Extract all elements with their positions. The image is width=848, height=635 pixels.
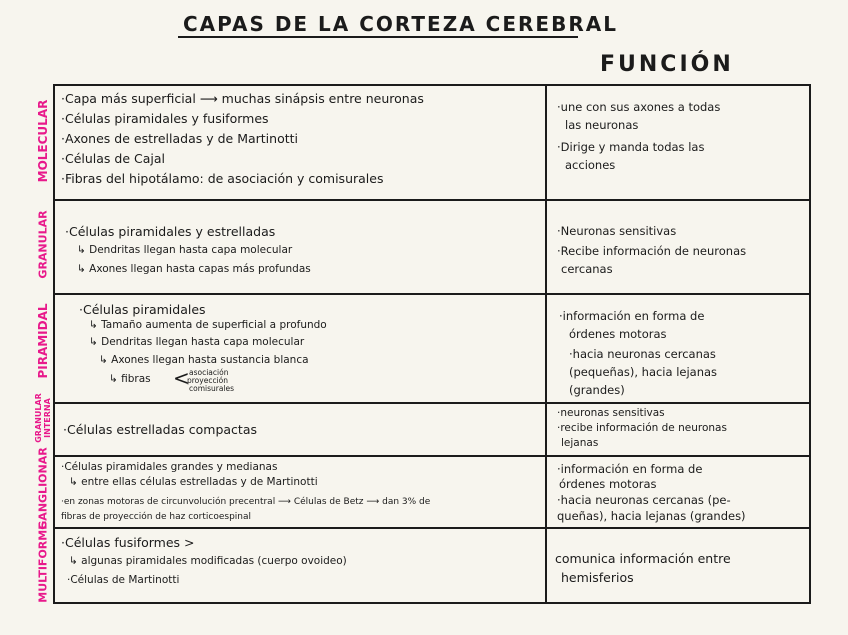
item-text: ↳ algunas piramidales modificadas (cuerpo ovoideo) bbox=[69, 555, 347, 567]
item-text: ·Células de Martinotti bbox=[67, 574, 180, 586]
function-text: órdenes motoras bbox=[559, 477, 657, 491]
function-text: hemisferios bbox=[561, 570, 634, 585]
item-text: ·Axones de estrelladas y de Martinotti bbox=[61, 131, 298, 146]
layer-label-granular-interna-text: GRANULAR INTERNA bbox=[34, 393, 52, 443]
item-text: ·Células fusiformes > bbox=[61, 535, 195, 550]
function-text: las neuronas bbox=[565, 118, 639, 132]
function-text: comunica información entre bbox=[555, 551, 731, 566]
page-title: CAPAS DE LA CORTEZA CEREBRAL bbox=[183, 12, 618, 36]
function-text: acciones bbox=[565, 158, 616, 172]
function-text: ·hacia neuronas cercanas bbox=[569, 347, 716, 361]
brace-icon: < bbox=[173, 366, 190, 390]
function-text: (pequeñas), hacia lejanas bbox=[569, 365, 718, 379]
layer-description bbox=[55, 295, 547, 402]
table-row-piramidal bbox=[55, 295, 809, 404]
layer-function bbox=[547, 295, 809, 402]
layer-label-ganglionar: GANGLIONAR bbox=[36, 447, 50, 530]
item-text: ·Células piramidales grandes y medianas bbox=[61, 461, 278, 473]
table-row-multiforme bbox=[55, 529, 809, 602]
fibras-type: asociación bbox=[189, 368, 229, 377]
layer-function bbox=[547, 86, 809, 199]
item-text: ↳ Axones llegan hasta capas más profundas bbox=[77, 263, 311, 275]
item-text: ·Células piramidales bbox=[79, 302, 206, 317]
layer-description bbox=[55, 86, 547, 199]
item-text: ·en zonas motoras de circunvolución precentral ⟶ Células de Betz ⟶ dan 3% de bbox=[61, 497, 431, 507]
function-text: (grandes) bbox=[569, 383, 625, 397]
table-row-granular bbox=[55, 201, 809, 295]
function-text: lejanas bbox=[561, 437, 599, 449]
layer-description bbox=[55, 457, 547, 527]
layer-label-granular: GRANULAR bbox=[36, 210, 50, 279]
item-text: ↳ fibras bbox=[109, 373, 151, 385]
item-text: ↳ Tamaño aumenta de superficial a profundo bbox=[89, 319, 327, 331]
item-text: ↳ Dendritas llegan hasta capa molecular bbox=[89, 336, 305, 348]
layer-label-piramidal: PIRAMIDAL bbox=[36, 303, 50, 379]
function-text: cercanas bbox=[561, 262, 613, 276]
function-text: ·información en forma de bbox=[557, 462, 703, 476]
item-text: ·Células piramidales y estrelladas bbox=[65, 224, 276, 239]
layer-function bbox=[547, 529, 809, 602]
fibras-type: proyección bbox=[187, 376, 228, 385]
layer-description bbox=[55, 404, 547, 455]
title-underline bbox=[178, 36, 578, 38]
function-text: ·hacia neuronas cercanas (pe- bbox=[557, 493, 731, 507]
layer-description bbox=[55, 201, 547, 293]
layer-label-molecular: MOLECULAR bbox=[36, 99, 50, 183]
function-text: ·une con sus axones a todas bbox=[557, 100, 721, 114]
item-text: ·Capa más superficial ⟶ muchas sinápsis entre neuronas bbox=[61, 91, 424, 106]
item-text: ·Células piramidales y fusiformes bbox=[61, 111, 269, 126]
layer-description bbox=[55, 529, 547, 602]
function-text: ·Dirige y manda todas las bbox=[557, 140, 705, 154]
item-text: ·Células estrelladas compactas bbox=[63, 422, 257, 437]
item-text: ↳ Axones llegan hasta sustancia blanca bbox=[99, 354, 309, 366]
item-text: ↳ Dendritas llegan hasta capa molecular bbox=[77, 244, 293, 256]
function-text: ·Neuronas sensitivas bbox=[557, 224, 677, 238]
table-row-molecular bbox=[55, 86, 809, 201]
item-text: fibras de proyección de haz corticoespinal bbox=[61, 512, 252, 522]
layer-function bbox=[547, 404, 809, 455]
fibras-type: comisurales bbox=[189, 384, 235, 393]
function-text: ·recibe información de neuronas bbox=[557, 422, 727, 434]
function-text: ·Recibe información de neuronas bbox=[557, 244, 747, 258]
function-text: ·neuronas sensitivas bbox=[557, 407, 665, 419]
item-text: ↳ entre ellas células estrelladas y de Martinotti bbox=[69, 476, 318, 488]
cortex-table bbox=[53, 84, 811, 604]
function-text: ·información en forma de bbox=[559, 309, 705, 323]
layer-function bbox=[547, 457, 809, 527]
layer-function bbox=[547, 201, 809, 293]
function-text: órdenes motoras bbox=[569, 327, 667, 341]
layer-label-multiforme: MULTIFORME bbox=[36, 522, 50, 603]
function-header: FUNCIÓN bbox=[600, 52, 734, 77]
function-text: queñas), hacia lejanas (grandes) bbox=[557, 509, 746, 523]
table-row-granular-interna bbox=[55, 404, 809, 457]
item-text: ·Células de Cajal bbox=[61, 151, 165, 166]
item-text: ·Fibras del hipotálamo: de asociación y comisurales bbox=[61, 171, 384, 186]
table-row-ganglionar bbox=[55, 457, 809, 529]
